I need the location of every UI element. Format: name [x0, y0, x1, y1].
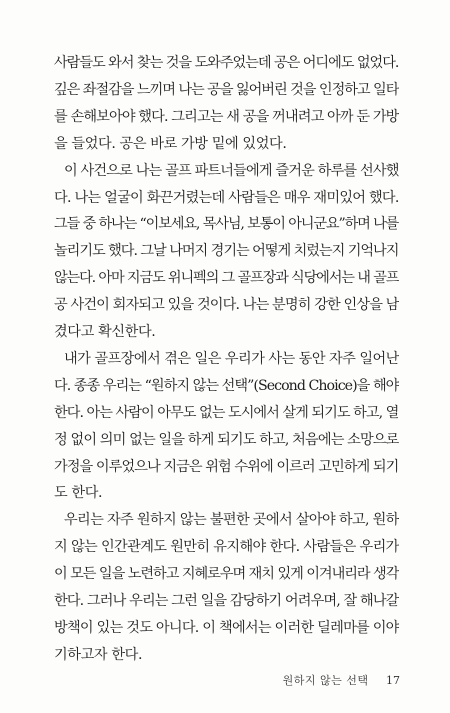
text-line: 방책이 있는 것도 아니다. 이 책에서는 이러한 딜레마를 이야: [54, 619, 399, 636]
text-line: 지 않는 인간관계도 원만히 유지해야 한다. 사람들은 우리가: [54, 539, 399, 556]
text-line: 도 한다.: [54, 485, 103, 502]
text-line: 않는다. 아마 지금도 위니펙의 그 골프장과 식당에서는 내 골프: [54, 270, 399, 287]
text-line: 이 모든 일을 노련하고 지혜로우며 재치 있게 이겨내리라 생각: [54, 566, 399, 583]
text-line: 를 손해보아야 했다. 그리고는 새 공을 꺼내려고 아까 둔 가방: [54, 108, 399, 125]
text-line: 한다. 아는 사람이 아무도 없는 도시에서 살게 되기도 하고, 열: [54, 404, 399, 421]
text-line: 을 들었다. 공은 바로 가방 밑에 있었다.: [54, 135, 287, 152]
text-line: 겼다고 확신한다.: [54, 324, 156, 340]
running-title: 원하지 않는 선택: [282, 674, 369, 687]
text-line: 이 사건으로 나는 골프 파트너들에게 즐거운 하루를 선사했: [64, 162, 399, 179]
text-line: 기하고자 한다.: [54, 646, 143, 663]
text-line: 다. 종종 우리는 “원하지 않는 선택”(Second Choice)을 해야: [54, 377, 399, 394]
text-line: 가정을 이루었으나 지금은 위험 수위에 이르러 고민하게 되기: [54, 458, 399, 475]
page-number: 17: [386, 674, 400, 687]
text-line: 우리는 자주 원하지 않는 불편한 곳에서 살아야 하고, 원하: [64, 512, 399, 529]
text-line: 놀리기도 했다. 그날 나머지 경기는 어떻게 치렀는지 기억나지: [54, 243, 399, 260]
text-line: 공 사건이 회자되고 있을 것이다. 나는 분명히 강한 인상을 남: [54, 297, 399, 314]
text-line: 내가 골프장에서 겪은 일은 우리가 사는 동안 자주 일어난: [64, 350, 399, 367]
page-footer: [283, 672, 400, 688]
text-line: 깊은 좌절감을 느끼며 나는 공을 잃어버린 것을 인정하고 일타: [54, 81, 399, 98]
text-line: 사람들도 와서 찾는 것을 도와주었는데 공은 어디에도 없었다.: [54, 55, 399, 71]
text-line: 그들 중 하나는 “이보세요, 목사님, 보통이 아니군요”하며 나를: [54, 216, 399, 233]
text-line: 다. 나는 얼굴이 화끈거렸는데 사람들은 매우 재미있어 했다.: [54, 189, 399, 206]
text-line: 한다. 그러나 우리는 그런 일을 감당하기 어려우며, 잘 해나갈: [54, 593, 399, 609]
text-line: 정 없이 의미 없는 일을 하게 되기도 하고, 처음에는 소망으로: [54, 431, 399, 448]
